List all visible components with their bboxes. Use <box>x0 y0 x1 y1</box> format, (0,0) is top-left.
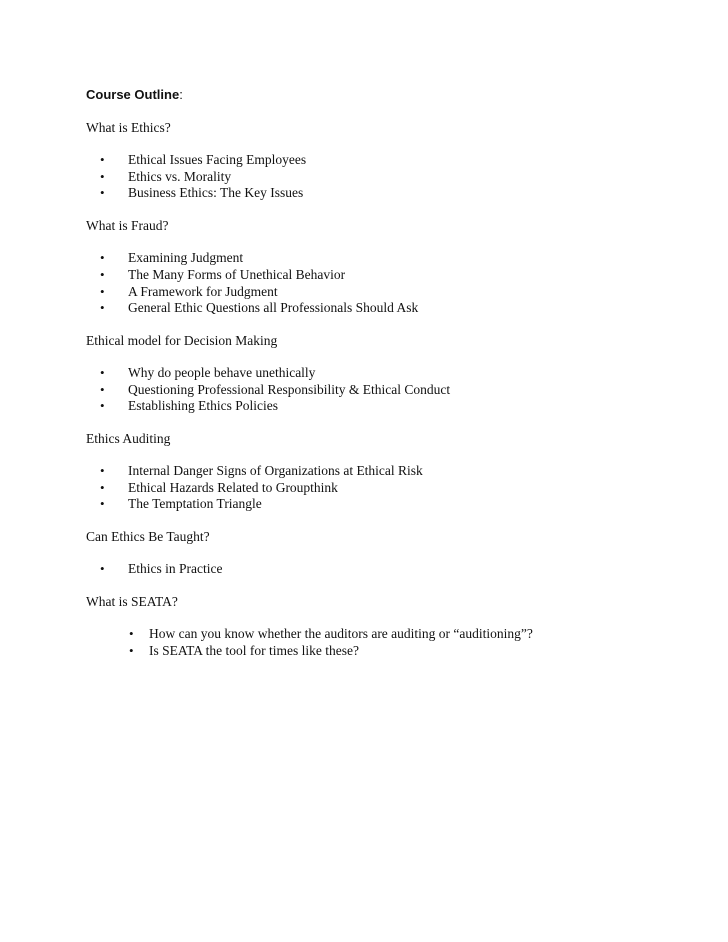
title-suffix: : <box>179 87 183 102</box>
list-item-text: The Many Forms of Unethical Behavior <box>128 266 346 282</box>
list-item <box>86 561 686 578</box>
list-item <box>86 267 686 284</box>
bullet-icon: • <box>100 463 105 479</box>
list-item <box>86 365 686 382</box>
list-item <box>86 185 686 202</box>
list-item <box>86 152 686 169</box>
list-item <box>86 643 686 660</box>
bullet-icon: • <box>100 152 105 167</box>
bullet-list <box>86 463 686 513</box>
list-item-text: The Temptation Triangle <box>128 496 262 512</box>
list-item <box>86 463 686 480</box>
list-item-text: Examining Judgment <box>128 250 244 266</box>
list-item <box>86 284 686 301</box>
list-item-text: Ethical Issues Facing Employees <box>128 152 307 167</box>
list-item-text: Ethics in Practice <box>128 561 223 577</box>
list-item <box>86 250 686 267</box>
list-item-text: Ethical Hazards Related to Groupthink <box>128 479 338 495</box>
list-item <box>86 169 686 186</box>
list-item <box>86 480 686 497</box>
bullet-icon: • <box>100 561 105 577</box>
bullet-icon: • <box>100 283 105 299</box>
bullet-icon: • <box>129 625 134 641</box>
bullet-icon: • <box>100 250 105 266</box>
bullet-list <box>86 152 686 202</box>
section-heading: What is Ethics? <box>86 120 171 135</box>
list-item-text: Business Ethics: The Key Issues <box>128 185 304 201</box>
list-item-text: Is SEATA the tool for times like these? <box>149 642 360 658</box>
bullet-icon: • <box>100 381 105 397</box>
list-item <box>86 496 686 513</box>
bullet-icon: • <box>100 479 105 495</box>
list-item-text: Ethics vs. Morality <box>128 168 232 184</box>
section-heading: Ethical model for Decision Making <box>86 332 278 348</box>
bullet-icon: • <box>100 185 105 201</box>
list-item <box>86 300 686 317</box>
list-item-text: Questioning Professional Responsibility & Ethical Conduct <box>128 381 451 397</box>
list-item-text: A Framework for Judgment <box>128 283 278 299</box>
list-item-text: Why do people behave unethically <box>128 364 316 380</box>
list-item-text: How can you know whether the auditors are auditing or “auditioning”? <box>149 625 533 641</box>
title-bold: Course Outline <box>86 87 180 102</box>
list-item-text: General Ethic Questions all Professionals Should Ask <box>128 300 419 316</box>
bullet-icon: • <box>100 496 105 512</box>
bullet-icon: • <box>100 398 105 414</box>
section-heading: Ethics Auditing <box>86 431 171 447</box>
course-outline-title <box>86 86 686 104</box>
bullet-icon: • <box>100 300 105 316</box>
bullet-list <box>86 250 686 317</box>
bullet-icon: • <box>100 266 105 282</box>
bullet-icon: • <box>100 168 105 184</box>
section-heading: Can Ethics Be Taught? <box>86 529 210 545</box>
list-item <box>86 398 686 415</box>
bullet-list <box>86 365 686 415</box>
bullet-list <box>86 561 686 578</box>
bullet-list <box>86 626 686 659</box>
list-item <box>86 626 686 643</box>
document-page <box>86 86 686 674</box>
list-item-text: Establishing Ethics Policies <box>128 398 278 414</box>
list-item <box>86 382 686 399</box>
bullet-icon: • <box>129 642 134 658</box>
section-heading: What is Fraud? <box>86 218 169 234</box>
bullet-icon: • <box>100 364 105 380</box>
section-heading: What is SEATA? <box>86 593 178 609</box>
list-item-text: Internal Danger Signs of Organizations at Ethical Risk <box>128 463 423 479</box>
